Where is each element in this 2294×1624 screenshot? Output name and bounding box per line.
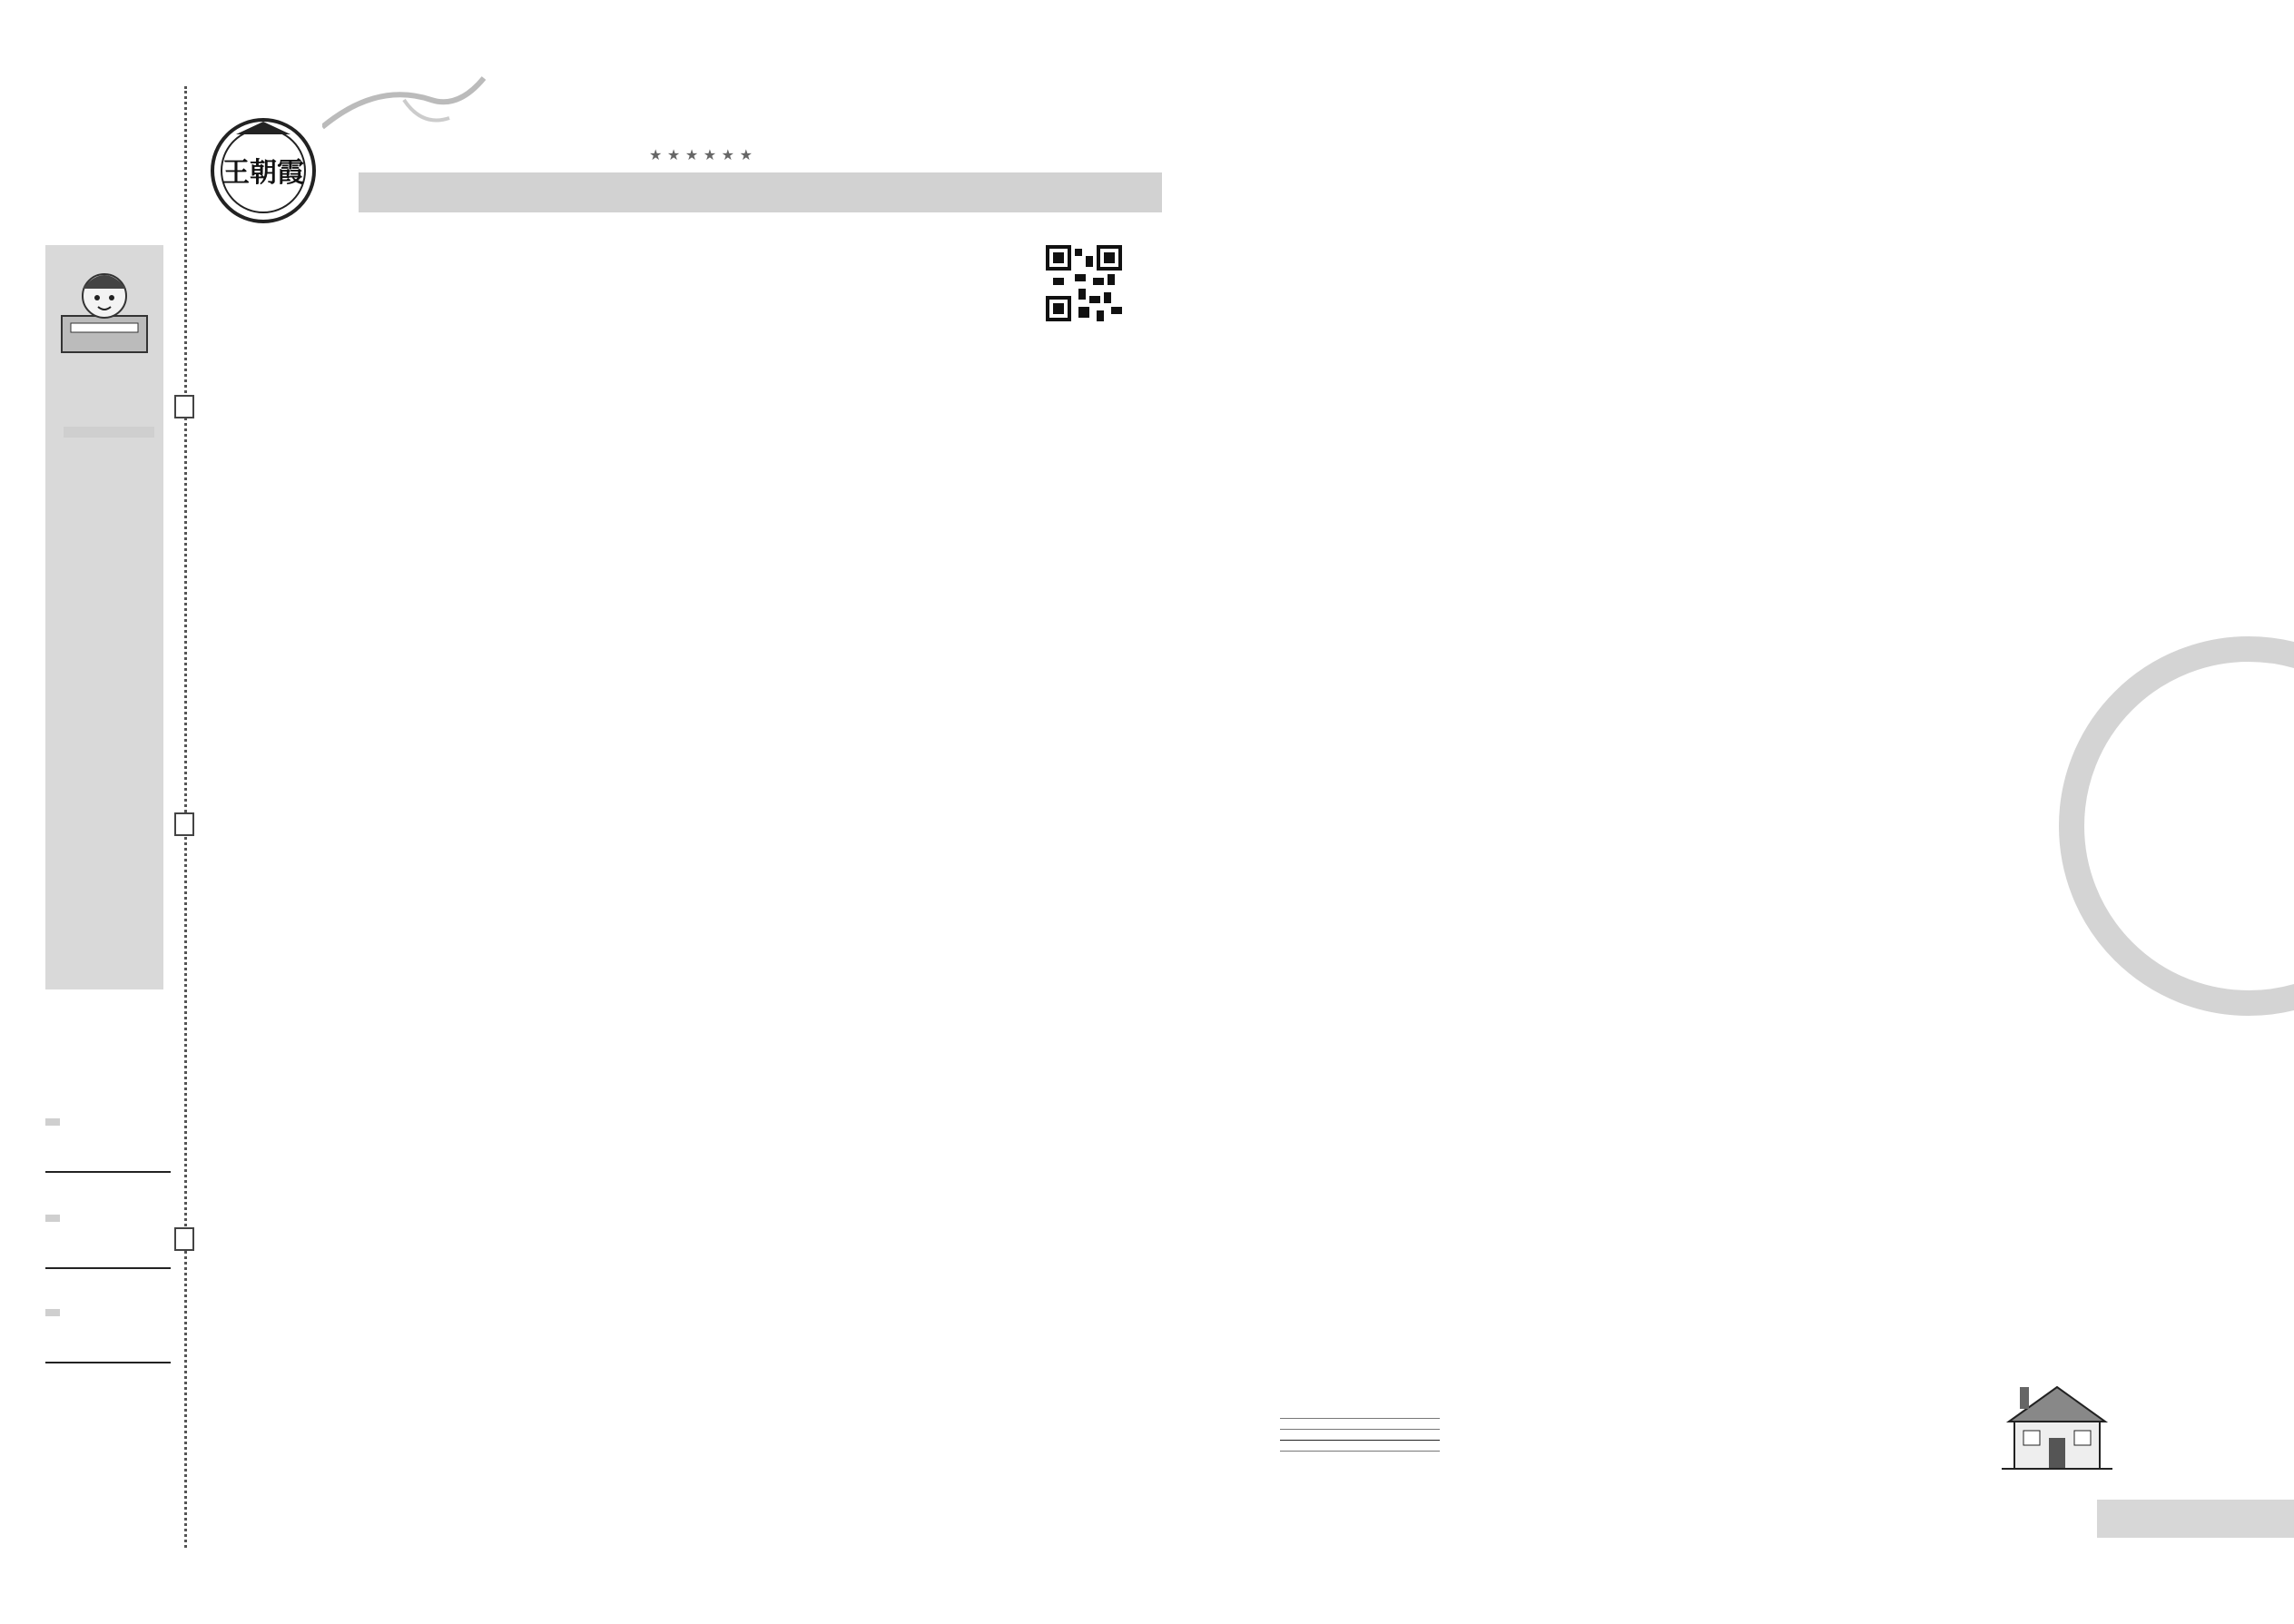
ribbon-decoration (322, 73, 486, 136)
brand-logo (209, 116, 318, 225)
name-field[interactable] (45, 1106, 172, 1173)
paper-tag: ★ ★ ★ ★ ★ ★ (649, 146, 753, 163)
name-label (45, 1118, 60, 1126)
school-field[interactable] (45, 1296, 172, 1363)
scholar-mascot-illustration (53, 252, 156, 370)
question-31 (1280, 1416, 1440, 1452)
corner-tab (2097, 1500, 2294, 1538)
seal-watermark (2029, 626, 2294, 1026)
class-field[interactable] (45, 1202, 172, 1269)
class-label (45, 1215, 60, 1222)
title-bar (359, 172, 1162, 212)
seal-tag (174, 1227, 194, 1251)
seal-tag (174, 395, 194, 418)
sidebar-panel (45, 245, 163, 989)
school-label (45, 1309, 60, 1316)
seal-tag (174, 812, 194, 836)
svg-text:王朝霞: 王朝霞 (222, 157, 304, 189)
rules-grid (64, 427, 154, 438)
qr-code-icon[interactable] (1046, 245, 1122, 321)
answer-fourline-31[interactable] (1280, 1416, 1440, 1452)
house-picture (2002, 1378, 2112, 1473)
